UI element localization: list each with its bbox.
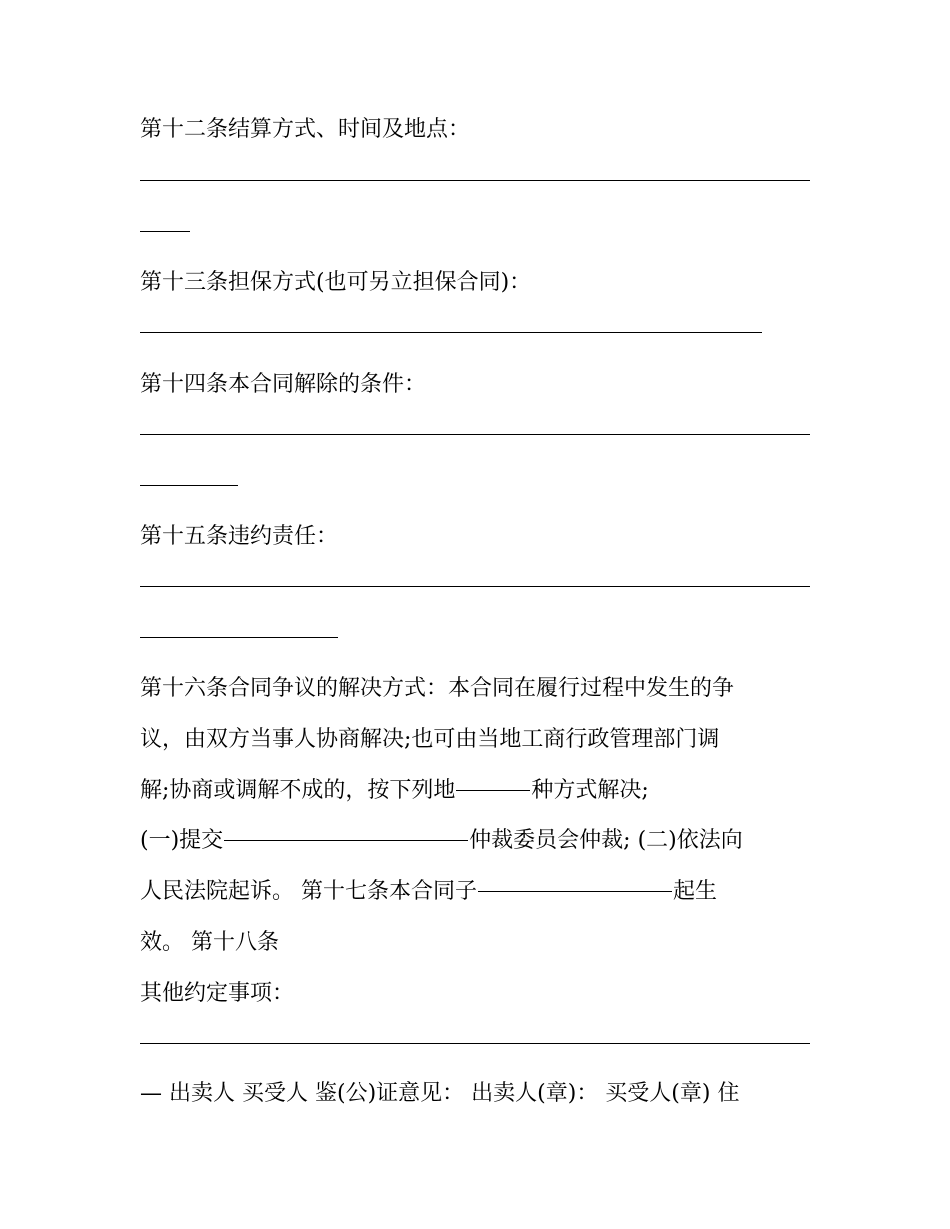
article-12-title: 第十二条结算方式、时间及地点： (140, 117, 471, 142)
article-16-line-6: 效。 第十八条 (140, 930, 279, 955)
article-14-blank-line (140, 434, 810, 435)
other-matters-title: 其他约定事项： (140, 981, 295, 1006)
article-14-blank-line-end (140, 485, 238, 486)
article-16-line-5-text-a: 人民法院起诉。 第十七条本合同子 (140, 879, 477, 904)
other-matters-blank-line (140, 1043, 810, 1044)
article-16-line-4-text-b: 仲裁委员会仲裁; (二)依法向 (469, 828, 743, 853)
effective-date-blank (478, 891, 672, 892)
article-13-blank-line (140, 332, 762, 333)
article-16-line-4 (140, 828, 743, 854)
article-16-line-1: 第十六条合同争议的解决方式：本合同在履行过程中发生的争 (140, 676, 735, 701)
signature-text: 出卖人 买受人 鉴(公)证意见： 出卖人(章)： 买受人(章) 住 (169, 1081, 740, 1106)
article-14-title: 第十四条本合同解除的条件： (140, 372, 427, 397)
arbitration-count-blank (456, 790, 530, 791)
article-15-title: 第十五条违约责任： (140, 524, 339, 549)
article-16-line-2: 议，由双方当事人协商解决;也可由当地工商行政管理部门调 (140, 727, 720, 752)
arbitration-committee-blank (224, 840, 468, 841)
article-12-blank-line (140, 180, 810, 181)
article-16-line-3-text-b: 种方式解决; (531, 778, 649, 803)
article-15-blank-line (140, 586, 810, 587)
article-15-blank-line-end (140, 637, 338, 638)
article-12-blank-line-end (140, 231, 190, 232)
signature-dash: — (140, 1081, 162, 1106)
article-16-line-5 (140, 879, 717, 905)
article-16-line-3 (140, 778, 649, 804)
article-16-line-3-text-a: 解;协商或调解不成的，按下列地 (140, 778, 456, 803)
article-16-line-5-text-b: 起生 (673, 879, 718, 904)
article-13-title: 第十三条担保方式(也可另立担保合同)： (140, 270, 532, 295)
signature-line (140, 1081, 739, 1107)
article-16-line-4-text-a: (一)提交 (140, 828, 224, 853)
